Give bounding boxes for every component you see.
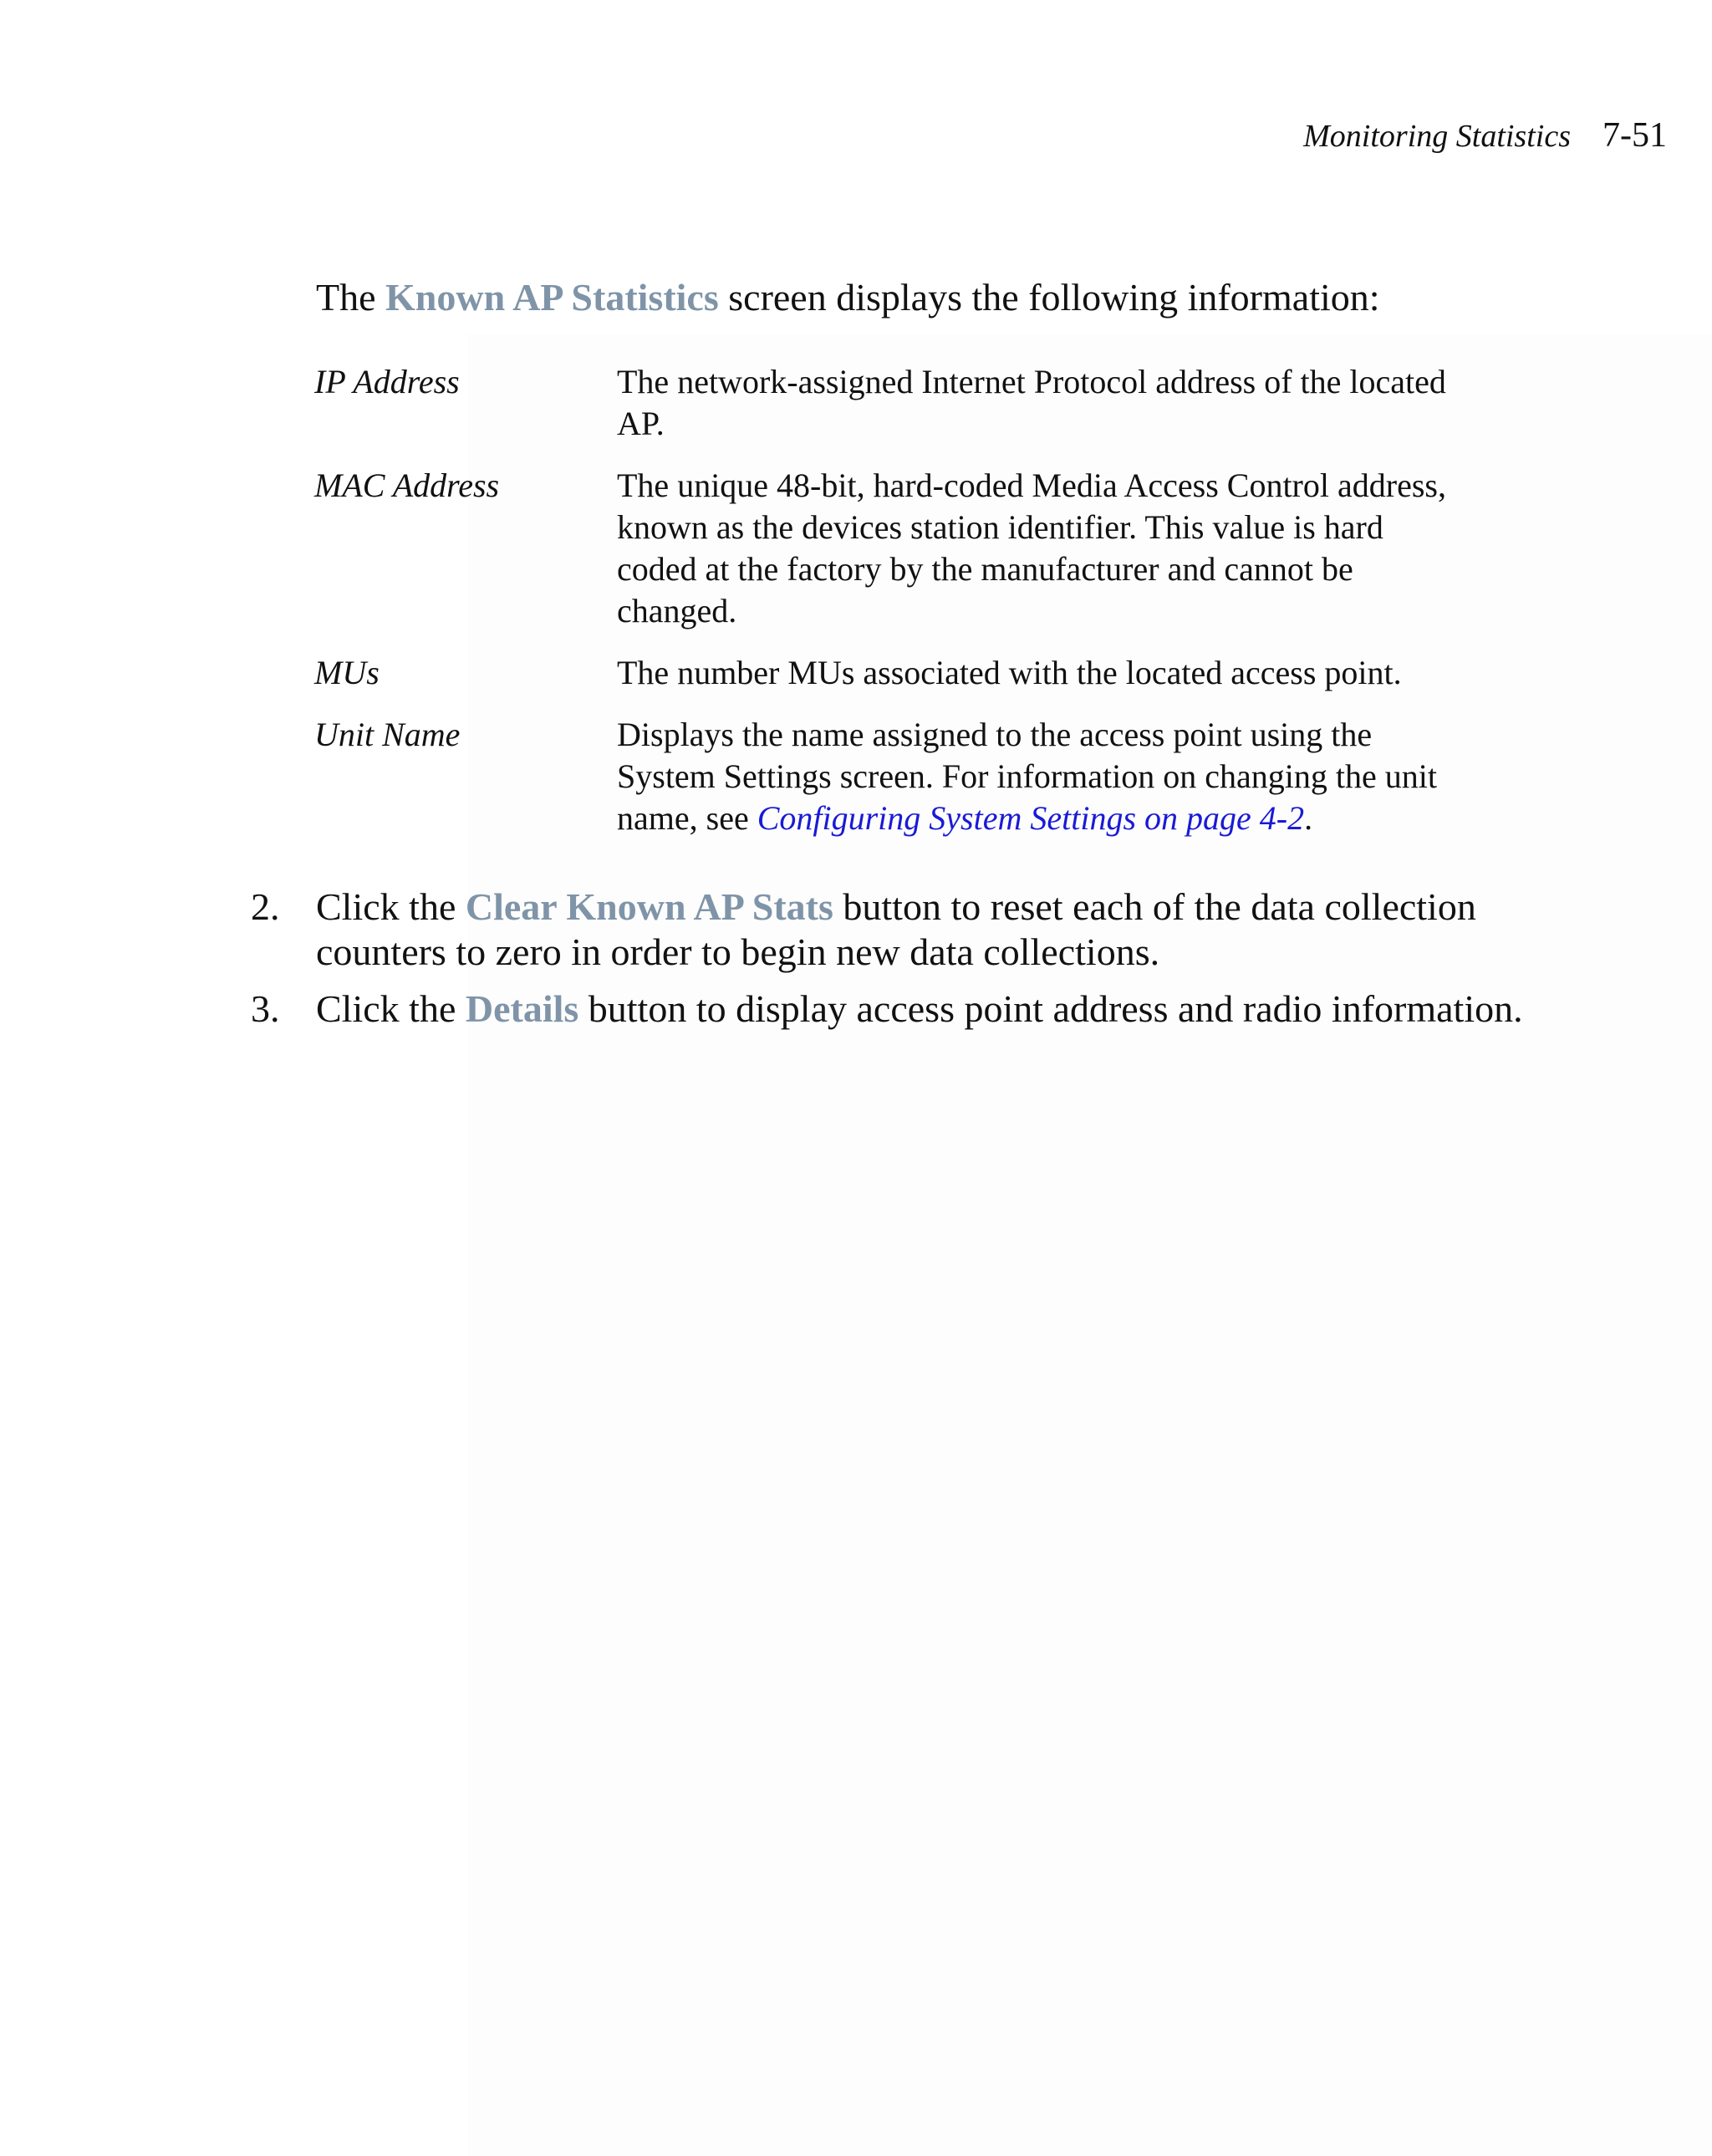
step-lead: Click the bbox=[316, 885, 466, 928]
step-text bbox=[316, 986, 1570, 1032]
definition-row-ip-address bbox=[314, 361, 1468, 445]
intro-ui-term: Known AP Statistics bbox=[385, 276, 719, 319]
step-number: 3. bbox=[251, 987, 280, 1030]
page-number: 7-51 bbox=[1602, 116, 1667, 155]
definition-description bbox=[617, 714, 1461, 839]
definition-term: Unit Name bbox=[314, 716, 461, 753]
definition-row-mac-address bbox=[314, 465, 1468, 632]
step-ui-term: Details bbox=[465, 987, 579, 1030]
step-text bbox=[316, 884, 1570, 975]
running-header bbox=[1303, 115, 1667, 156]
definition-description: The number MUs associated with the located access point. bbox=[617, 654, 1402, 691]
definition-term: MUs bbox=[314, 654, 380, 691]
procedure-steps bbox=[251, 884, 1588, 1043]
intro-tail: screen displays the following information: bbox=[718, 276, 1380, 319]
step-item bbox=[251, 884, 1588, 975]
definition-row-mus bbox=[314, 652, 1468, 694]
step-item bbox=[251, 986, 1588, 1032]
step-tail: button to reset each of the data collection counters to zero in order to begin new data collections. bbox=[316, 885, 1476, 973]
cross-reference-link[interactable]: Configuring System Settings on page 4-2 bbox=[757, 799, 1305, 837]
intro-lead: The bbox=[316, 276, 386, 319]
definition-list bbox=[314, 361, 1468, 859]
section-title: Monitoring Statistics bbox=[1303, 119, 1571, 154]
step-number: 2. bbox=[251, 885, 280, 928]
description-tail: . bbox=[1304, 799, 1313, 837]
definition-description: The network-assigned Internet Protocol address of the located AP. bbox=[617, 363, 1446, 442]
description-lead: Displays the name assigned to the access point using the System Settings screen. For information on changing the unit name, see bbox=[617, 716, 1437, 837]
step-lead: Click the bbox=[316, 987, 466, 1030]
definition-term: MAC Address bbox=[314, 466, 500, 504]
step-tail: button to display access point address and radio information. bbox=[578, 987, 1523, 1030]
definition-row-unit-name bbox=[314, 714, 1468, 839]
definition-term: IP Address bbox=[314, 363, 460, 400]
intro-paragraph bbox=[316, 274, 1570, 321]
step-ui-term: Clear Known AP Stats bbox=[465, 885, 833, 928]
definition-description: The unique 48-bit, hard-coded Media Access Control address, known as the devices station identifier. This value is hard coded at the factory by the manufacturer and cannot be changed. bbox=[617, 466, 1446, 629]
